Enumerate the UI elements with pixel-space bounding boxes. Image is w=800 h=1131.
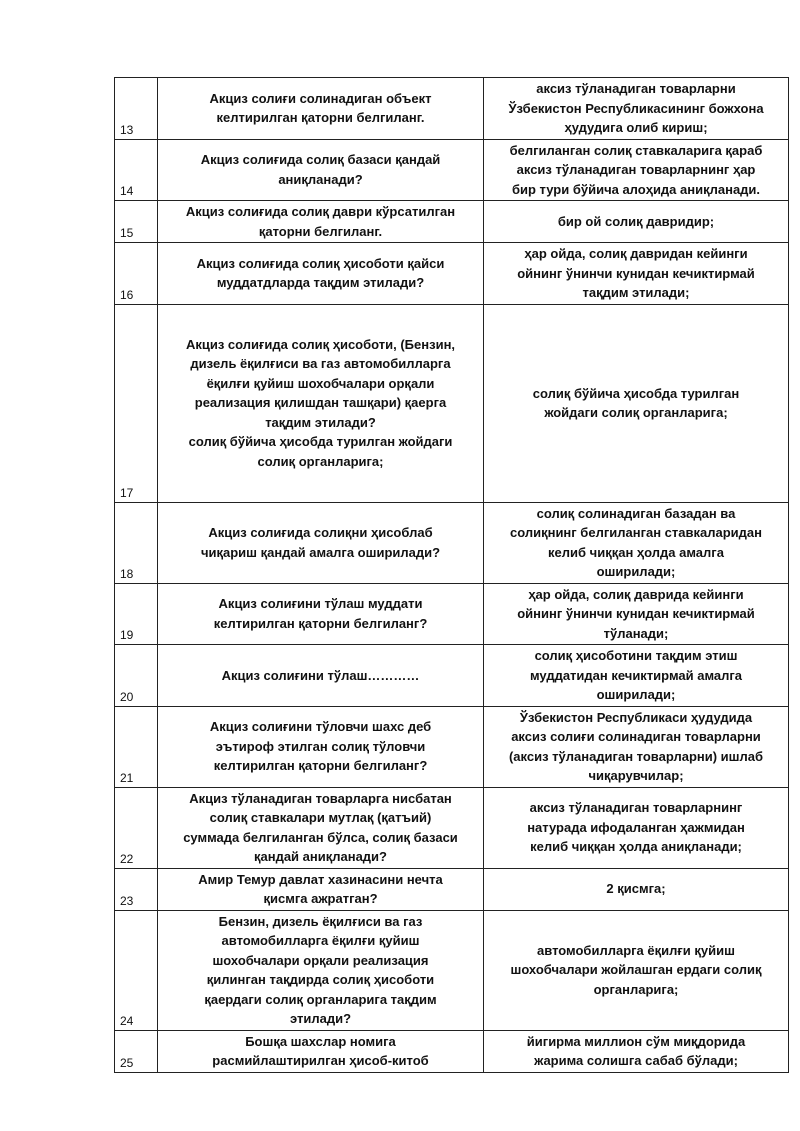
question-cell <box>158 139 484 201</box>
answer-cell <box>484 502 789 583</box>
row-number: 17 <box>115 304 158 502</box>
question-cell <box>158 706 484 787</box>
table-row <box>115 243 789 305</box>
table-row <box>115 583 789 645</box>
answer-cell <box>484 910 789 1030</box>
question-cell <box>158 201 484 243</box>
row-number: 19 <box>115 583 158 645</box>
table-row <box>115 201 789 243</box>
answer-cell <box>484 304 789 502</box>
question-text: Акциз солиғини тўлаш муддати келтирилган қаторни белгиланг? <box>213 596 428 631</box>
answer-text: солиқ ҳисоботини тақдим этиш муддатидан кечиктирмай амалга оширилади; <box>529 648 743 702</box>
row-number: 21 <box>115 706 158 787</box>
question-cell <box>158 868 484 910</box>
answer-cell <box>484 787 789 868</box>
answer-text: автомобилларга ёқилғи қуйиш шохобчалари жойлашган ердаги солиқ органларига; <box>510 942 762 997</box>
question-cell <box>158 304 484 502</box>
answer-text: 2 қисмга; <box>606 881 666 897</box>
question-text: Акциз солиғида солиқ ҳисоботи қайси муддатдларда тақдим этилади? <box>196 255 445 291</box>
question-cell <box>158 787 484 868</box>
question-text: Акциз солиғида солиқ базаси қандай аниқланади? <box>200 152 441 187</box>
row-number: 24 <box>115 910 158 1030</box>
row-number: 18 <box>115 502 158 583</box>
table-row <box>115 502 789 583</box>
row-number: 22 <box>115 787 158 868</box>
answer-cell <box>484 583 789 645</box>
question-cell <box>158 78 484 140</box>
table-row <box>115 139 789 201</box>
answer-cell <box>484 243 789 305</box>
table-row <box>115 1030 789 1072</box>
answer-text: Ўзбекистон Республикаси ҳудудида аксиз солиғи солинадиган товарларни (аксиз тўланадиган товарларни) ишлаб чиқарувчилар; <box>508 709 764 783</box>
question-cell <box>158 645 484 707</box>
answer-cell <box>484 1030 789 1072</box>
question-text: Акциз солиғида солиқни ҳисоблаб чиқариш қандай амалга оширилади? <box>200 525 441 560</box>
answer-text: йигирма миллион сўм миқдорида жарима солишга сабаб бўлади; <box>526 1033 746 1068</box>
answer-cell <box>484 201 789 243</box>
answer-text: ҳар ойда, солиқ даврида кейинги ойнинг ўнинчи кунидан кечиктирмай тўланади; <box>517 586 755 641</box>
table-row <box>115 645 789 707</box>
question-cell <box>158 910 484 1030</box>
answer-cell <box>484 868 789 910</box>
answer-text: солиқ бўйича ҳисобда турилган жойдаги солиқ органларига; <box>532 385 740 420</box>
answer-text: аксиз тўланадиган товарларни Ўзбекистон Республикасининг божхона ҳудудига олиб кириш; <box>508 81 764 135</box>
row-number: 13 <box>115 78 158 140</box>
answer-cell <box>484 706 789 787</box>
answer-cell <box>484 78 789 140</box>
table-row <box>115 868 789 910</box>
table-row <box>115 910 789 1030</box>
row-number: 23 <box>115 868 158 910</box>
question-text: Акциз солиғида солиқ даври кўрсатилган қаторни белгиланг. <box>185 204 456 239</box>
answer-cell <box>484 139 789 201</box>
row-number: 14 <box>115 139 158 201</box>
answer-text: бир ой солиқ давридир; <box>557 213 715 229</box>
row-number: 20 <box>115 645 158 707</box>
table-row <box>115 706 789 787</box>
question-text: Акциз солиғини тўловчи шахс деб эътироф этилган солиқ тўловчи келтирилган қаторни белгиланг? <box>209 719 432 774</box>
question-text: Акциз солиғида солиқ ҳисоботи, (Бензин, дизель ёқилғиси ва газ автомобилларга ёқилғи қуйиш шохобчалари орқали реализация қилишдан ташқари) қаерга тақдим этилади? солиқ бўйича ҳисобда турилган жойдаги солиқ органларига; <box>185 336 456 469</box>
qa-table-body <box>115 78 789 1073</box>
qa-table <box>114 77 789 1073</box>
question-text: Акциз тўланадиган товарларга нисбатан солиқ ставкалари мутлақ (қатъий) суммада белгиланган бўлса, солиқ базаси қандай аниқланади? <box>183 790 458 864</box>
question-cell <box>158 1030 484 1072</box>
row-number: 16 <box>115 243 158 305</box>
row-number: 15 <box>115 201 158 243</box>
question-text: Бензин, дизель ёқилғиси ва газ автомобилларга ёқилғи қуйиш шохобчалари орқали реализация қилинган тақдирда солиқ ҳисоботи қаердаги солиқ органларига тақдим этилади? <box>204 913 437 1026</box>
question-cell <box>158 583 484 645</box>
question-text: Акциз солиғи солинадиган объект келтирилган қаторни белгиланг. <box>209 90 432 126</box>
question-cell <box>158 243 484 305</box>
answer-text: белгиланган солиқ ставкаларига қараб аксиз тўланадиган товарларнинг ҳар бир тури бўйича алоҳида аниқланади. <box>509 142 763 197</box>
question-text: Акциз солиғини тўлаш………… <box>221 667 420 683</box>
answer-text: солиқ солинадиган базадан ва солиқнинг белгиланган ставкаларидан келиб чиққан ҳолда амалга оширилади; <box>509 505 762 579</box>
table-row <box>115 304 789 502</box>
question-cell <box>158 502 484 583</box>
question-text: Амир Темур давлат хазинасини нечта қисмга ажратган? <box>198 871 443 906</box>
answer-cell <box>484 645 789 707</box>
table-row <box>115 787 789 868</box>
table-row <box>115 78 789 140</box>
question-text: Бошқа шахслар номига расмийлаштирилган ҳисоб-китоб <box>212 1033 429 1068</box>
row-number: 25 <box>115 1030 158 1072</box>
answer-text: аксиз тўланадиган товарларнинг натурада ифодаланган ҳажмидан келиб чиққан ҳолда аниқланади; <box>527 800 745 855</box>
answer-text: ҳар ойда, солиқ давридан кейинги ойнинг ўнинчи кунидан кечиктирмай тақдим этилади; <box>517 246 755 300</box>
